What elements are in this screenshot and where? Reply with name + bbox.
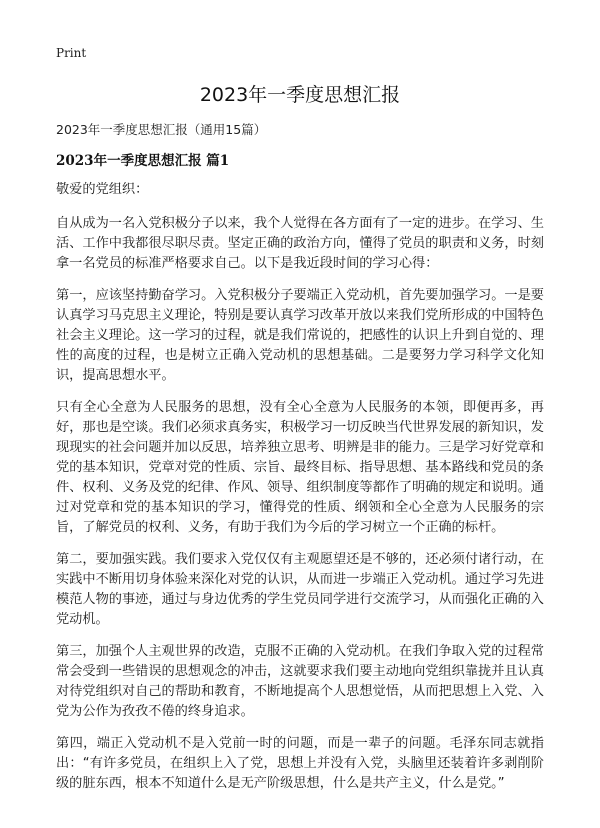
paragraph-3: 只有全心全意为人民服务的思想，没有全心全意为人民服务的本领，即便再多，再好，那也是空谈。我们必须求真务实，积极学习一切反映当代世界发展的新知识，发现现实的社会问题并加以反思，培养独立思考、明辨是非的能力。三是学习好党章和党的基本知识，党章对党的性质、宗旨、最终目标、指导思想、基本路线和党员的条件、权利、义务及党的纪律、作风、领导、组织制度等都作了明确的规定和说明。通过对党章和党的基本知识的学习，懂得党的性质、纲领和全心全意为人民服务的宗旨，了解党员的权利、义务，有助于我们为今后的学习树立一个正确的标杆。 (56, 400, 544, 535)
document-title: 2023年一季度思想汇报 (199, 84, 401, 106)
paragraph-2: 第一，应该坚持勤奋学习。入党积极分子要端正入党动机，首先要加强学习。一是要认真学习马克思主义理论，特别是要认真学习改革开放以来我们党所形成的中国特色社会主义理论。这一学习的过程，就是我们常说的，把感性的认识上升到自觉的、理性的高度的过程，也是树立正确入党动机的思想基础。二是要努力学习科学文化知识，提高思想水平。 (56, 288, 544, 383)
document-subtitle: 2023年一季度思想汇报（通用15篇） (56, 122, 267, 137)
paragraph-1: 自从成为一名入党积极分子以来，我个人觉得在各方面有了一定的进步。在学习、生活、工作中我都很尽职尽责。坚定正确的政治方向，懂得了党员的职责和义务，时刻拿一名党员的标准严格要求自己。以下是我近段时间的学习心得： (56, 216, 544, 271)
print-link[interactable]: Print (56, 46, 87, 60)
greeting: 敬爱的党组织： (56, 182, 149, 197)
section-heading: 2023年一季度思想汇报 篇1 (56, 153, 230, 169)
paragraph-6: 第四，端正入党动机不是入党前一时的问题，而是一辈子的问题。毛泽东同志就指出：“有许多党员，在组织上入了党，思想上并没有入党，头脑里还装着许多剥削阶级的脏东西，根本不知道什么是无产阶级思想，什么是共产主义，什么是党。” (56, 736, 544, 791)
paragraph-5: 第三，加强个人主观世界的改造，克服不正确的入党动机。在我们争取入党的过程常常会受到一些错误的思想观念的冲击，这就要求我们要主动地向党组织靠拢并且认真对待党组织对自己的帮助和教育，不断地提高个人思想觉悟，从而把思想上入党、入党为公作为孜孜不倦的终身追求。 (56, 644, 544, 719)
paragraph-4: 第二，要加强实践。我们要求入党仅仅有主观愿望还是不够的，还必须付诸行动，在实践中不断用切身体验来深化对党的认识，从而进一步端正入党动机。通过学习先进模范人物的事迹，通过与身边优秀的学生党员同学进行交流学习，从而强化正确的入党动机。 (56, 552, 544, 627)
document-body (56, 180, 544, 806)
